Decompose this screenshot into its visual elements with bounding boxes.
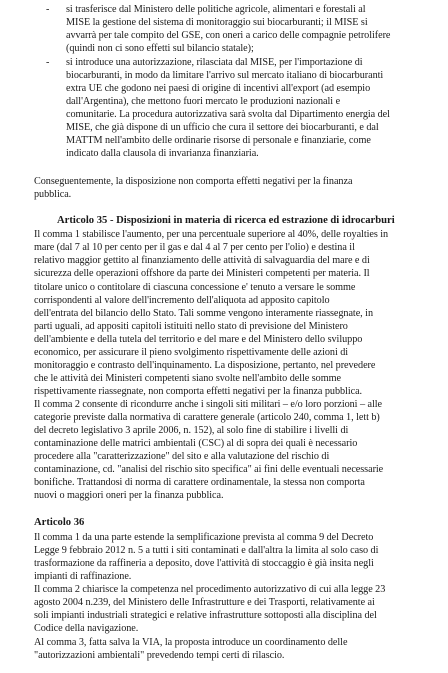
art35-line: mare (dal 7 al 10 per cento per il gas e dal 4 al 7 per cento per l'olio) e destina il: [34, 242, 355, 253]
paragraph-line: Conseguentemente, la disposizione non comporta effetti negativi per la finanza: [34, 176, 353, 187]
art35-line: Il comma 2 consente di ricondurre anche i singoli siti militari – e/o loro porzioni – alle: [34, 399, 383, 410]
paragraph-line: pubblica.: [34, 189, 72, 200]
bullet-1-line: si trasferisce dal Ministero delle politiche agricole, alimentari e forestali al: [66, 4, 366, 15]
art36-line: Legge 9 febbraio 2012 n. 5 a tutti i siti contaminati e dall'altra la limita al solo caso di: [34, 545, 379, 556]
bullet-2-line: dall'Argentina), che mettono fuori mercato le produzioni nazionali e: [66, 96, 341, 107]
art35-line: parti uguali, ad appositi capitoli istituiti nello stato di previsione del Ministero: [34, 321, 348, 332]
art36-line: agosto 2004 n.239, del Ministero delle Infrastrutture e dei Trasporti, relativamente ai: [34, 597, 375, 608]
bullet-2-line: si introduce una autorizzazione, rilasciata dal MISE, per l'importazione di: [66, 57, 363, 68]
article-36-heading: Articolo 36: [34, 517, 85, 528]
art35-line: che le attività dei Ministeri competenti siano svolte nell'ambito delle somme: [34, 373, 341, 384]
art35-line: contaminazione, cd. "analisi del rischio sito specifica" ai fini delle eventuali necessarie: [34, 464, 384, 475]
bullet-1-line: avvarrà per tale compito del GSE, con oneri a carico delle compagnie petrolifere: [66, 30, 391, 41]
bullet-dash: -: [46, 57, 50, 68]
art36-line: trasformazione da raffineria a deposito, dove l'attività di stoccaggio è già insita negli: [34, 558, 374, 569]
bullet-1-line: MISE la gestione del sistema di monitoraggio sui biocarburanti; il MISE si: [66, 17, 368, 28]
art35-line: del decreto legislativo 3 aprile 2006, n. 152), al solo fine di stabilire i livelli di: [34, 425, 349, 436]
art35-line: dell'entrata del bilancio dello Stato. Tali somme vengono interamente riassegnate, in: [34, 308, 373, 319]
art36-line: impianti di raffinazione.: [34, 571, 132, 582]
art35-line: economico, per assicurare il pieno svolgimento rispettivamente delle azioni di: [34, 347, 349, 358]
art35-line: procedere alla "caratterizzazione" del sito e alla valutazione del rischio di: [34, 451, 330, 462]
bullet-dash: -: [46, 4, 50, 15]
bullet-2-line: MATTM nell'ambito delle ordinarie risorse di personale e finanziarie, come: [66, 135, 371, 146]
art35-line: categorie previste dalla normativa di carattere generale (articolo 240, comma 1, lett b): [34, 412, 380, 423]
art35-line: sicurezza delle operazioni offshore da parte dei Ministeri competenti per materia. Il: [34, 268, 370, 279]
bullet-2-line: extra UE che godono nei paesi di origine di incentivi all'export (ad esempio: [66, 83, 371, 94]
art35-line: corrispondenti al valore dell'incremento dell'aliquota ad apposito capitolo: [34, 295, 330, 306]
art36-line: Al comma 3, fatta salva la VIA, la proposta introduce un coordinamento delle: [34, 637, 348, 648]
art35-line: contaminazione delle matrici ambientali (CSC) al di sopra dei quali è necessario: [34, 438, 358, 449]
art35-line: monitoraggio e contrasto dell'inquinamento. La disposizione, pertanto, nel prevedere: [34, 360, 376, 371]
bullet-2-line: indicato dalla clausola di invarianza finanziaria.: [66, 148, 259, 159]
art35-line: relativo maggior gettito al finanziamento delle attività di salvaguardia del mare e di: [34, 255, 370, 266]
bullet-2-line: comunitarie. La procedura autorizzativa sarà svolta dal Dipartimento energia del: [66, 109, 390, 120]
art35-line: nuovi o maggiori oneri per la finanza pubblica.: [34, 490, 224, 501]
art36-line: "autorizzazioni ambientali" prevedendo tempi certi di rilascio.: [34, 650, 285, 661]
art36-line: Il comma 1 da una parte estende la semplificazione prevista al comma 9 del Decreto: [34, 532, 374, 543]
bullet-2-line: biocarburanti, in modo da limitare l'arrivo sul mercato italiano di biocarburanti: [66, 70, 384, 81]
art36-line: Il comma 2 chiarisce la competenza nel procedimento autorizzativo di cui alla legge 23: [34, 584, 386, 595]
art36-line: Codice della navigazione.: [34, 623, 139, 634]
bullet-1-line: (quindi non ci sono effetti sul bilancio statale);: [66, 43, 254, 54]
bullet-2-line: MISE, che già dispone di un ufficio che cura il settore dei biocarburanti, e dal: [66, 122, 379, 133]
art35-line: Il comma 1 stabilisce l'aumento, per una percentuale superiore al 40%, delle royalties in: [34, 229, 389, 240]
article-35-heading: Articolo 35 - Disposizioni in materia di ricerca ed estrazione di idrocarburi: [57, 215, 395, 226]
art35-line: dell'ambiente e della tutela del territorio e del mare e del Ministero dello sviluppo: [34, 334, 363, 345]
art35-line: titolare unico o contitolare di ciascuna concessione e' tenuto a versare le somme: [34, 282, 356, 293]
art36-line: soli impianti industriali strategici e relative infrastrutture sottoposti alla disciplina del: [34, 610, 377, 621]
art35-line: rispettivamente riassegnate, non comporta effetti negativi per la finanza pubblica.: [34, 386, 363, 397]
art35-line: bonifiche. Trattandosi di norma di carattere ordinamentale, la stessa non comporta: [34, 477, 365, 488]
